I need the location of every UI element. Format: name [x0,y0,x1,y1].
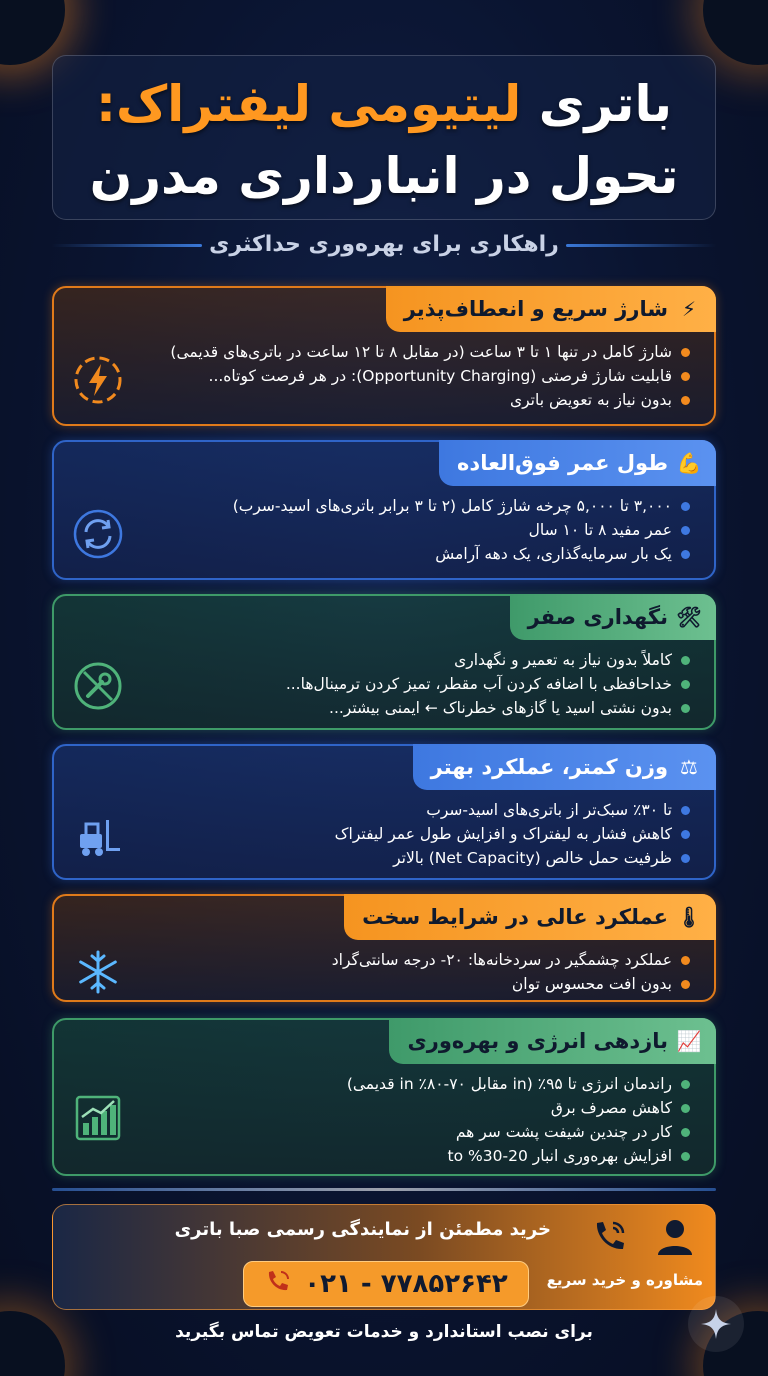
list-item: بدون نشتی اسید یا گازهای خطرناک ← ایمنی بیشتر... [286,696,692,720]
feature-card-energy-efficiency [52,1018,716,1176]
no-maintenance-icon [70,658,126,714]
card-heading-label: وزن کمتر، عملکرد بهتر [430,755,668,779]
phone-number: ۰۲۱ - ۷۷۸۵۲۶۴۲ [304,1269,508,1299]
list-item: کاهش فشار به لیفتراک و افزایش طول عمر لیفتراک [335,822,692,846]
list-item: بدون افت محسوس توان [332,972,692,996]
card-heading [389,1018,716,1064]
corner-glow [703,0,768,65]
list-item: ۳,۰۰۰ تا ۵,۰۰۰ چرخه شارژ کامل (۲ تا ۳ برابر باتری‌های اسید-سرب) [233,494,692,518]
sparkle-icon [688,1296,744,1352]
card-heading [510,594,716,640]
phone-number-button[interactable] [243,1261,529,1307]
contact-box [52,1204,716,1310]
title-box [52,55,716,220]
feature-list [335,798,692,870]
list-item: خداحافظی با اضافه کردن آب مقطر، تمیز کردن ترمینال‌ها... [286,672,692,696]
forklift-icon [70,810,126,866]
card-heading-label: نگهداری صفر [527,605,668,629]
subtitle: راهکاری برای بهره‌وری حداکثری [209,232,559,257]
consult-label: مشاوره و خرید سریع [546,1271,703,1289]
list-item: یک بار سرمایه‌گذاری، یک دهه آرامش [233,542,692,566]
contact-icons [589,1217,695,1261]
list-item: بدون نیاز به تعویض باتری [170,388,692,412]
corner-glow [0,0,65,65]
corner-glow [0,1311,65,1376]
feature-list [286,648,692,720]
thermometer-icon: 🌡 [676,905,702,929]
bar-chart-icon [70,1090,126,1146]
list-item: راندمان انرژی تا ۹۵٪ (in مقابل ۷۰-۸۰٪ in قدیمی) [347,1072,692,1096]
user-icon [655,1217,695,1261]
subtitle-divider-right [566,244,716,247]
page-title-line2: تحول در انبارداری مدرن [89,147,679,205]
feature-card-fast-charge [52,286,716,426]
list-item: افزایش بهره‌وری انبار 20-30% to [347,1144,692,1168]
footer-divider [52,1188,716,1191]
snowflake-icon [70,944,126,1000]
list-item: ظرفیت حمل خالص (Net Capacity) بالاتر [335,846,692,870]
list-item: کاملاً بدون نیاز به تعمیر و نگهداری [286,648,692,672]
list-item: کاهش مصرف برق [347,1096,692,1120]
lightning-icon: ⚡ [681,297,697,321]
feature-card-lighter-weight [52,744,716,880]
feature-card-lifespan [52,440,716,580]
flexed-arm-icon: 💪 [676,451,702,475]
bottom-note: برای نصب استاندارد و خدمات تعویض تماس بگیرید [175,1322,593,1342]
subtitle-row [52,228,716,262]
contact-message: خرید مطمئن از نمایندگی رسمی صبا باتری [174,1219,551,1240]
scale-icon: ⚖ [680,755,698,779]
list-item: قابلیت شارژ فرصتی (Opportunity Charging): در هر فرصت کوتاه... [170,364,692,388]
phone-icon [264,1268,292,1300]
feature-list [332,948,692,996]
growth-chart-icon: 📈 [676,1029,702,1053]
subtitle-divider-left [52,244,202,247]
card-heading-label: شارژ سریع و انعطاف‌پذیر [403,297,668,321]
tools-icon: 🛠 [676,605,702,629]
charging-bolt-icon [70,352,126,408]
feature-card-harsh-conditions [52,894,716,1002]
card-heading-label: طول عمر فوق‌العاده [457,451,668,475]
feature-list [170,340,692,412]
card-heading [386,286,716,332]
feature-list [347,1072,692,1168]
card-heading-label: عملکرد عالی در شرایط سخت [362,905,668,929]
cycle-arrows-icon [70,506,126,562]
feature-card-zero-maintenance [52,594,716,730]
card-heading [344,894,716,940]
list-item: کار در چندین شیفت پشت سر هم [347,1120,692,1144]
list-item: عمر مفید ۸ تا ۱۰ سال [233,518,692,542]
title-prefix: باتری [538,75,672,133]
list-item: شارژ کامل در تنها ۱ تا ۳ ساعت (در مقابل ۸ تا ۱۲ ساعت در باتری‌های قدیمی) [170,340,692,364]
card-heading [413,744,716,790]
list-item: تا ۳۰٪ سبک‌تر از باتری‌های اسید-سرب [335,798,692,822]
feature-list [233,494,692,566]
list-item: عملکرد چشمگیر در سردخانه‌ها: ۲۰- درجه سانتی‌گراد [332,948,692,972]
card-heading [439,440,716,486]
title-accent: لیتیومی لیفتراک: [95,75,522,133]
phone-ringing-icon [589,1217,629,1261]
page-title-line1 [53,72,715,136]
card-heading-label: بازدهی انرژی و بهره‌وری [407,1029,668,1053]
